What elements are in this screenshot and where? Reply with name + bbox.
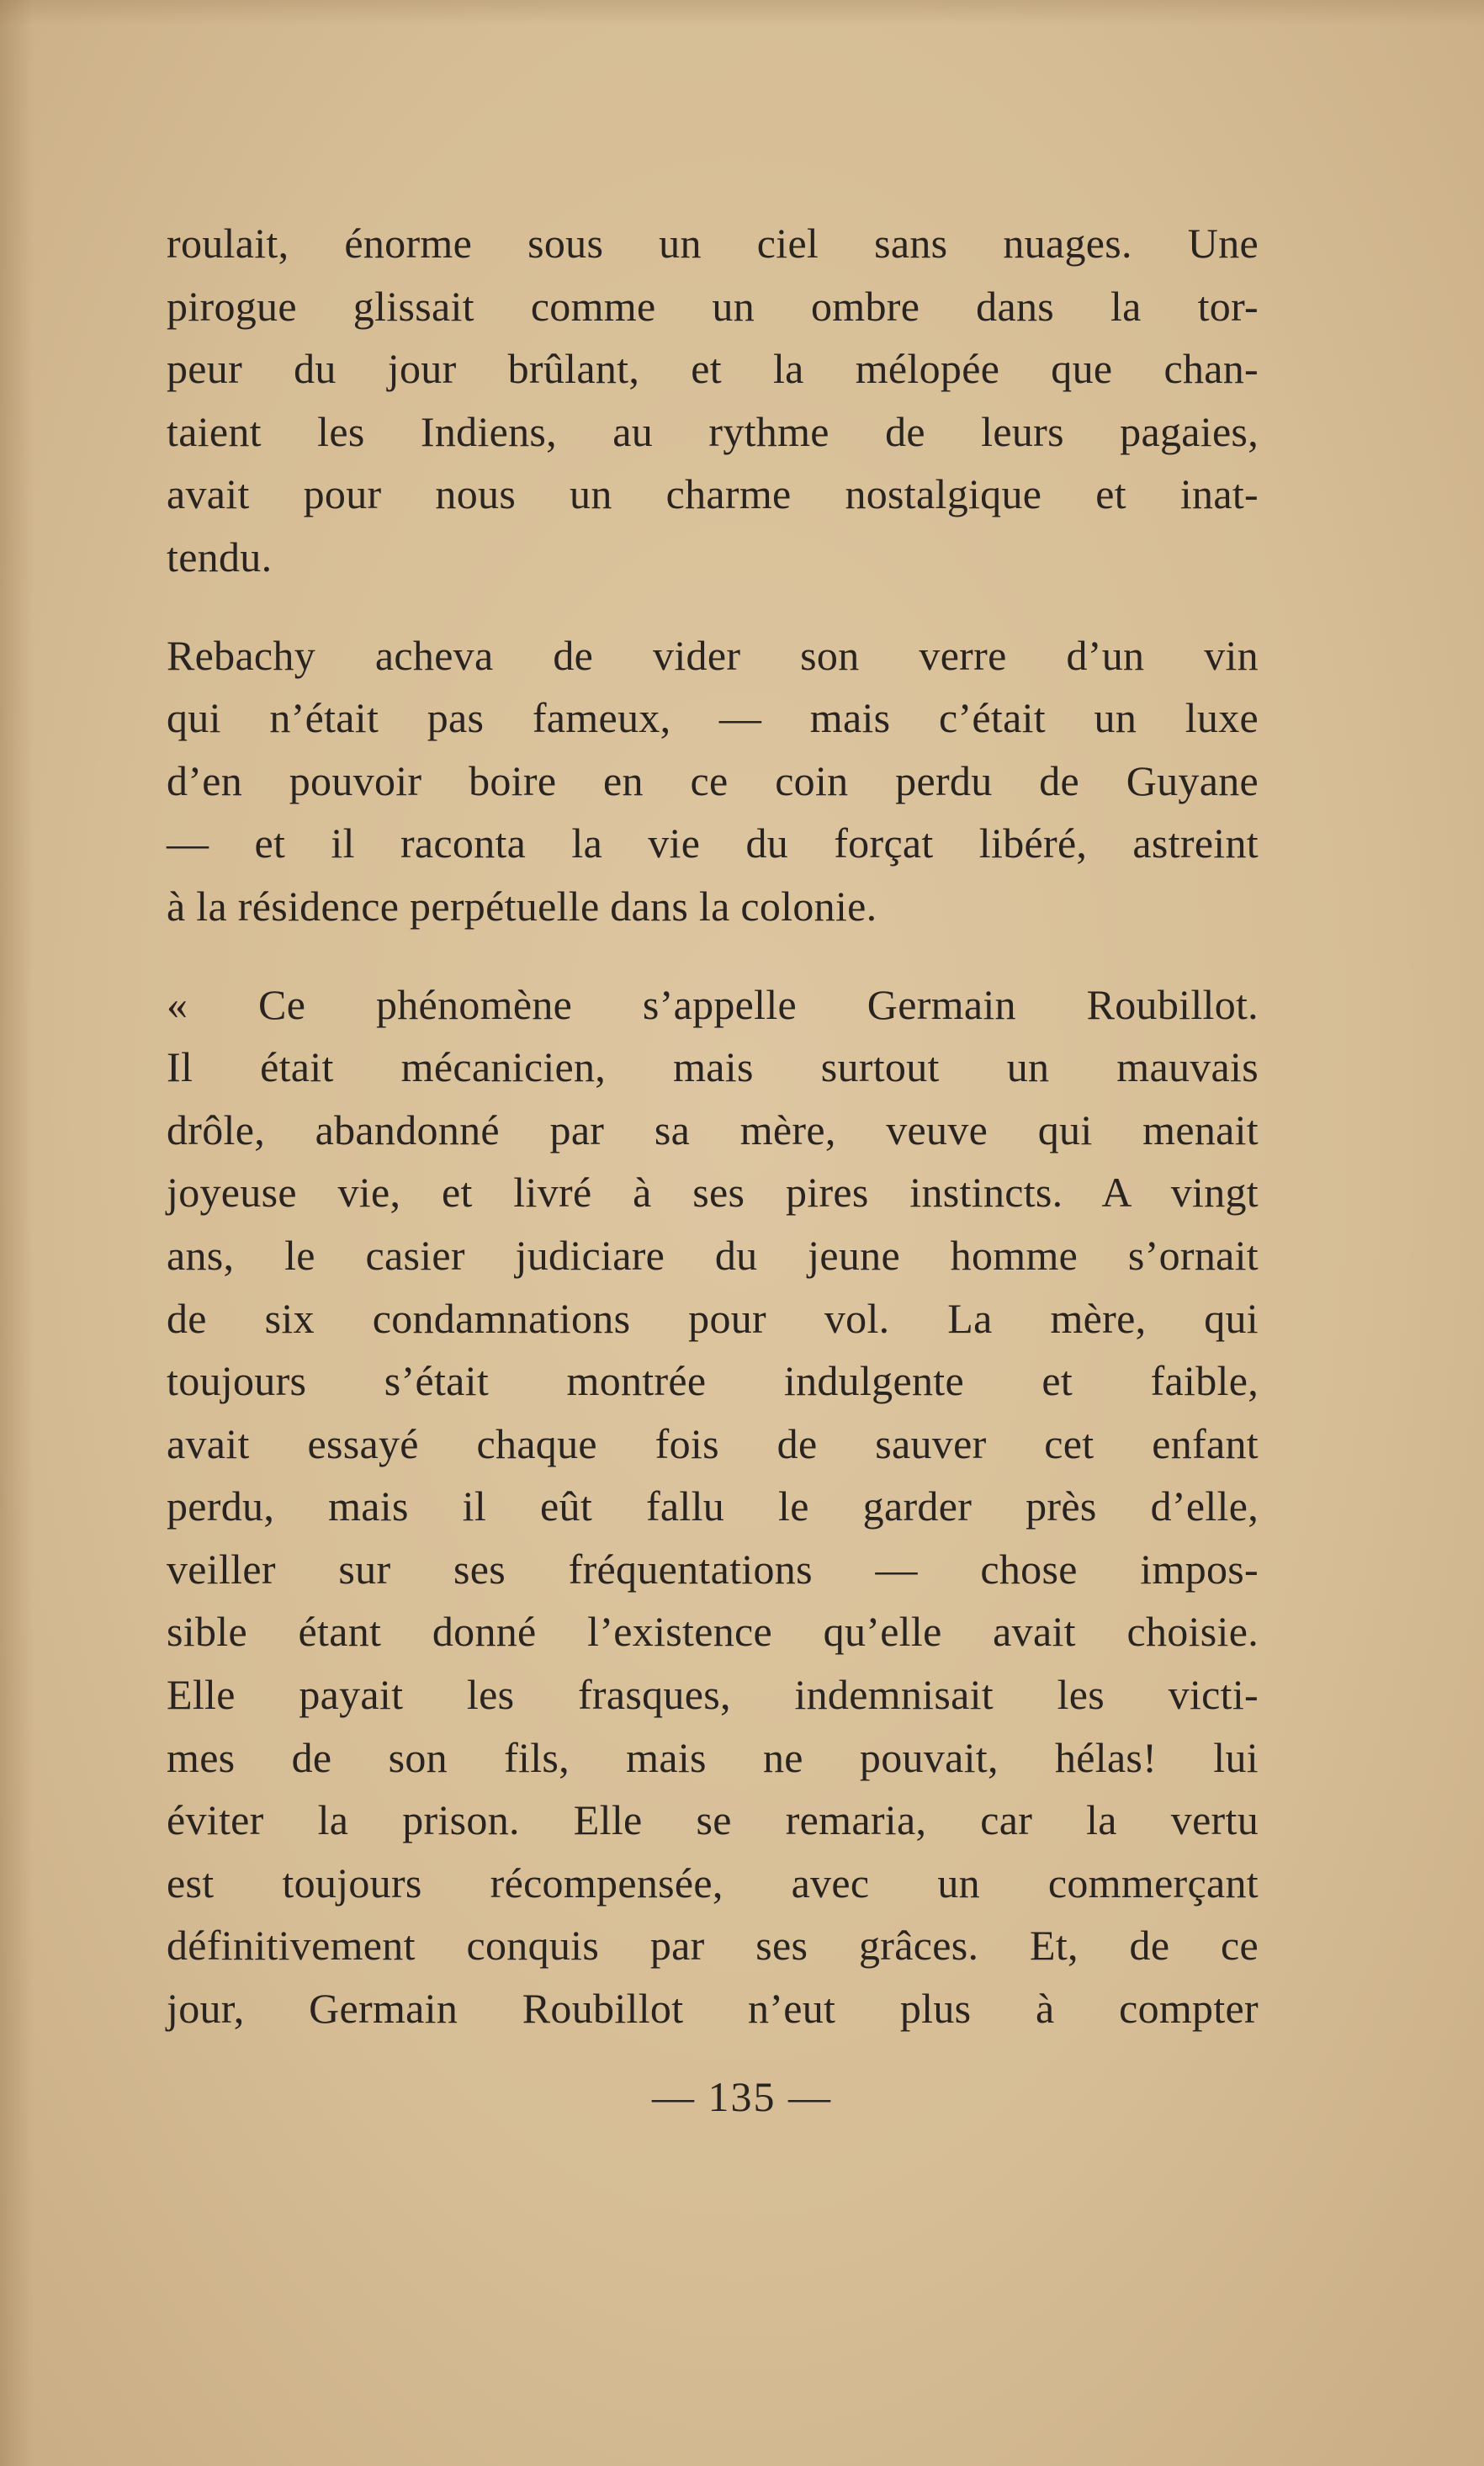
text-line: avait essayé chaque fois de sauver cet enfant xyxy=(167,1419,1259,1467)
paragraph-gap xyxy=(167,938,1259,973)
paragraph-1 xyxy=(167,212,1259,589)
text-line: drôle, abandonné par sa mère, veuve qui menait xyxy=(167,1106,1259,1153)
text-line: de six condamnations pour vol. La mère, qui xyxy=(167,1294,1259,1342)
text-line: veiller sur ses fréquentations — chose impos- xyxy=(167,1545,1259,1593)
text-line: — et il raconta la vie du forçat libéré, astreint xyxy=(167,819,1259,867)
text-line: pirogue glissait comme un ombre dans la tor- xyxy=(167,282,1259,330)
text-line: mes de son fils, mais ne pouvait, hélas! lui xyxy=(167,1733,1259,1781)
text-line: perdu, mais il eût fallu le garder près d’elle, xyxy=(167,1482,1259,1530)
text-line: Il était mécanicien, mais surtout un mauvais xyxy=(167,1043,1259,1091)
text-line: d’en pouvoir boire en ce coin perdu de Guyane xyxy=(167,756,1259,804)
text-line: éviter la prison. Elle se remaria, car la vertu xyxy=(167,1796,1259,1844)
text-line: « Ce phénomène s’appelle Germain Roubillot. xyxy=(167,980,1259,1028)
text-line: taient les Indiens, au rythme de leurs pagaies, xyxy=(167,407,1259,455)
text-line: ans, le casier judiciare du jeune homme s’ornait xyxy=(167,1231,1259,1279)
text-line: peur du jour brûlant, et la mélopée que chan- xyxy=(167,345,1259,393)
page-number: — 135 — xyxy=(652,2073,832,2120)
page-shadow-top xyxy=(0,0,1484,25)
paragraph-2 xyxy=(167,624,1259,938)
text-line: sible étant donné l’existence qu’elle avait choisie. xyxy=(167,1608,1259,1656)
text-line: roulait, énorme sous un ciel sans nuages. Une xyxy=(167,220,1259,267)
text-line: jour, Germain Roubillot n’eut plus à compter xyxy=(167,1985,1259,2033)
text-line: tendu. xyxy=(167,533,273,581)
body-text xyxy=(167,212,1259,2040)
text-line: Elle payait les frasques, indemnisait les victi- xyxy=(167,1671,1259,1719)
paragraph-gap xyxy=(167,589,1259,624)
text-line: Rebachy acheva de vider son verre d’un vin xyxy=(167,631,1259,679)
paragraph-3 xyxy=(167,973,1259,2040)
text-line: définitivement conquis par ses grâces. Et, de ce xyxy=(167,1922,1259,1970)
text-line: qui n’était pas fameux, — mais c’était un luxe xyxy=(167,694,1259,742)
text-line: toujours s’était montrée indulgente et faible, xyxy=(167,1357,1259,1405)
text-line: avait pour nous un charme nostalgique et inat- xyxy=(167,470,1259,518)
text-line: joyeuse vie, et livré à ses pires instincts. A vingt xyxy=(167,1169,1259,1217)
text-line: est toujours récompensée, avec un commerçant xyxy=(167,1859,1259,1907)
text-line: à la résidence perpétuelle dans la colonie. xyxy=(167,882,877,930)
